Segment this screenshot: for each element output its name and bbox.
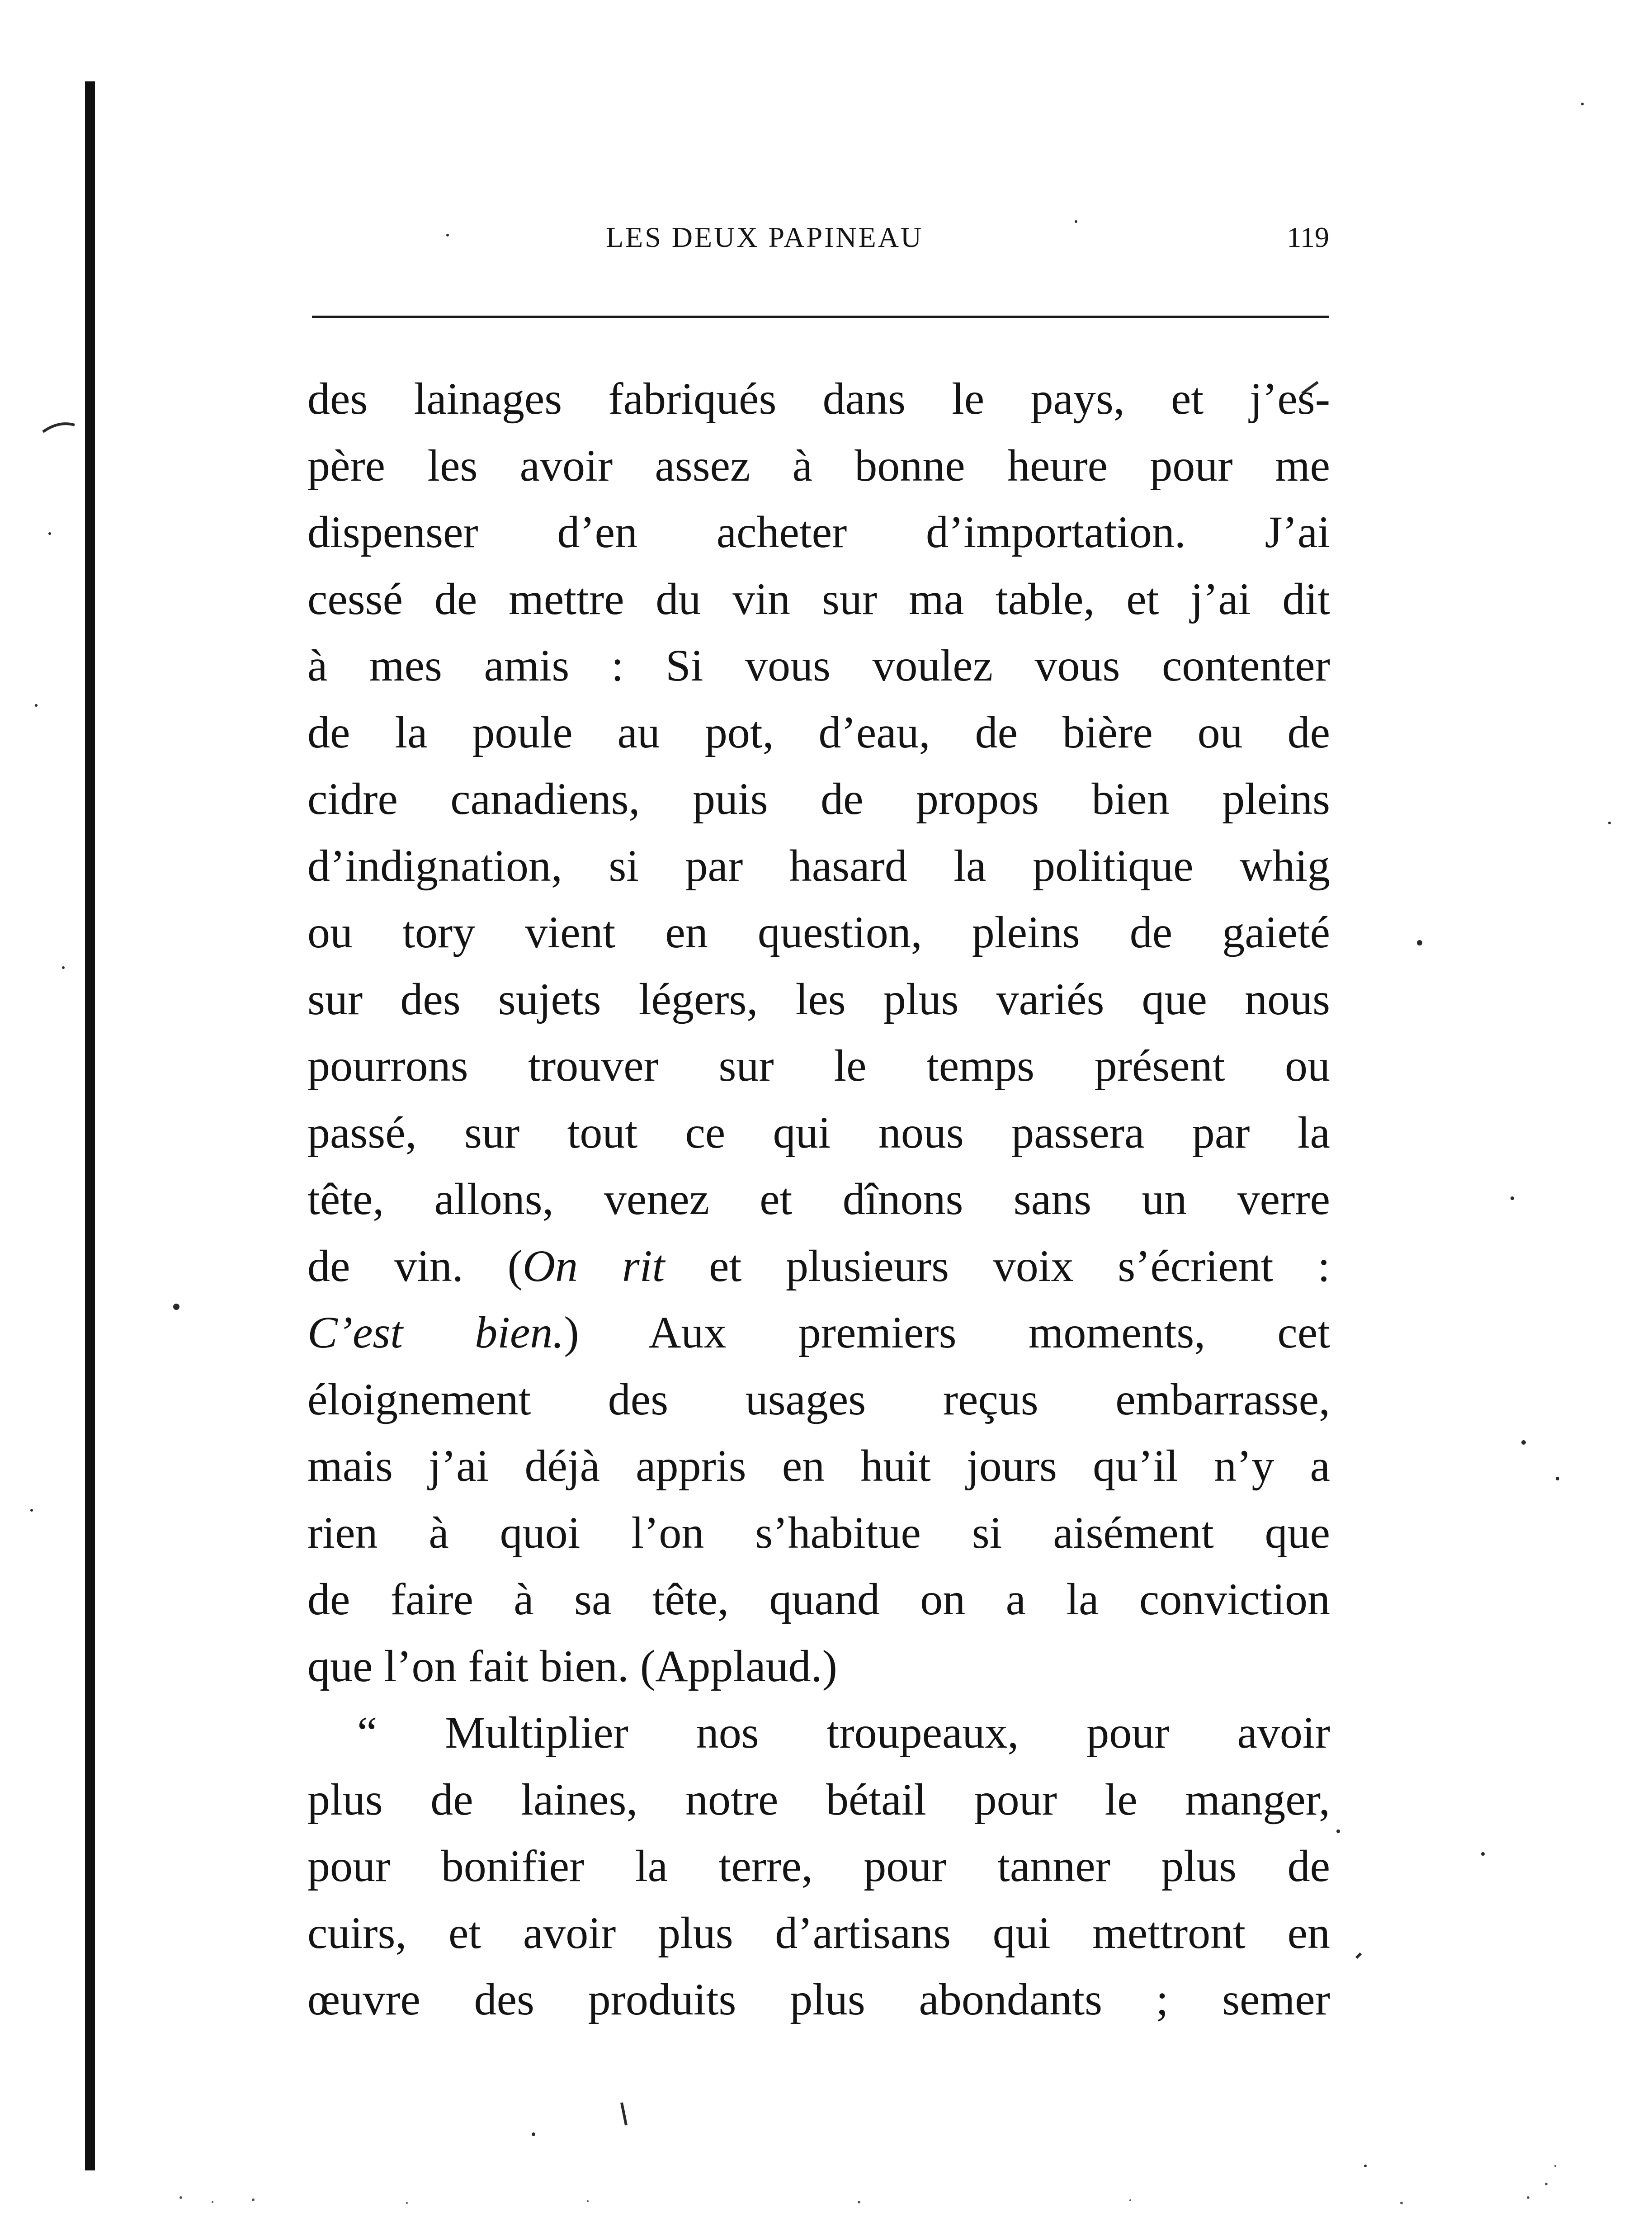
text-line: sur des sujets légers, les plus variés que nous [307,974,1330,1024]
text-segment: et plusieurs voix s’écrient : [665,1240,1330,1291]
running-title: LES DEUX PAPINEAU [606,221,924,253]
page-number: 119 [1287,221,1329,253]
text-segment: de vin. ( [307,1240,523,1291]
text-line: père les avoir assez à bonne heure pour me [307,440,1330,491]
text-line: à mes amis : Si vous voulez vous contenter [307,640,1330,690]
text-line: éloignement des usages reçus embarrasse, [307,1374,1330,1424]
text-line: mais j’ai déjà appris en huit jours qu’il n’y a [307,1441,1330,1491]
text-line: tête, allons, venez et dînons sans un verre [307,1174,1330,1224]
text-line: cessé de mettre du vin sur ma table, et j’ai dit [307,573,1330,624]
italic-stage-direction: On rit [522,1240,665,1291]
italic-quotation: C’est bien. [307,1307,564,1357]
text-line: d’indignation, si par hasard la politique whig [307,840,1330,891]
text-line: plus de laines, notre bétail pour le manger, [307,1774,1330,1825]
text-line: œuvre des produits plus abondants ; semer [307,1974,1330,2024]
text-line: rien à quoi l’on s’habitue si aisément que [307,1507,1330,1558]
text-line: cuirs, et avoir plus d’artisans qui mettront en [307,1907,1330,1958]
text-line: pourrons trouver sur le temps présent ou [307,1040,1330,1091]
text-line: de la poule au pot, d’eau, de bière ou de [307,707,1330,757]
text-line: passé, sur tout ce qui nous passera par la [307,1107,1330,1158]
text-line: que l’on fait bien. (Applaud.) [307,1640,837,1691]
text-line: “ Multiplier nos troupeaux, pour avoir [357,1707,1330,1758]
text-line: des lainages fabriqués dans le pays, et j’es- [307,373,1330,424]
text-segment: ) Aux premiers moments, cet [564,1307,1330,1357]
text-line: dispenser d’en acheter d’importation. J’ai [307,507,1330,557]
text-line: de faire à sa tête, quand on a la conviction [307,1574,1330,1624]
text-line: pour bonifier la terre, pour tanner plus de [307,1841,1330,1891]
text-line: cidre canadiens, puis de propos bien pleins [307,774,1330,824]
text-line: ou tory vient en question, pleins de gaieté [307,907,1330,957]
